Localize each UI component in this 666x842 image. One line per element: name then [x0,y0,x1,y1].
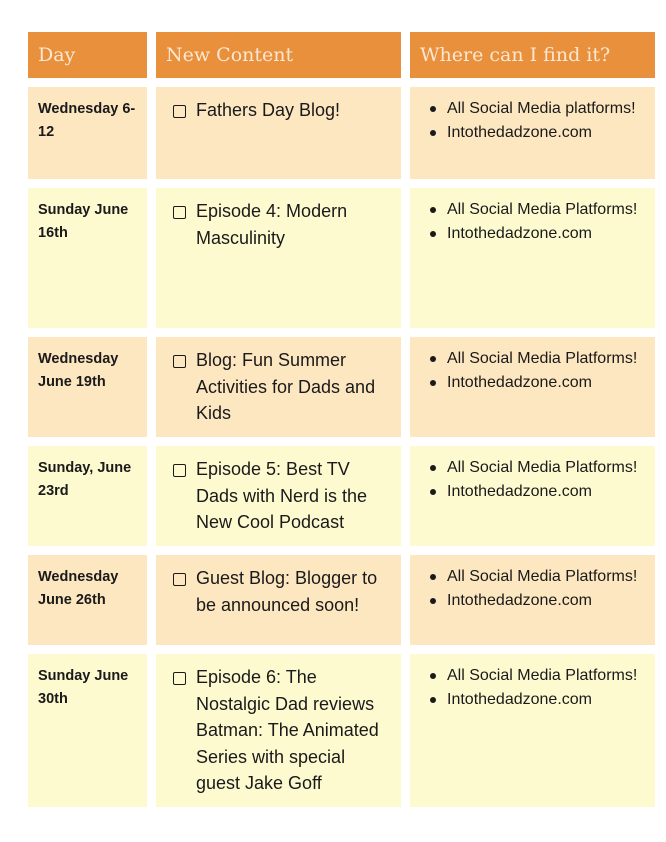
content-cell [156,337,401,437]
list-item: All Social Media Platforms! [428,456,647,480]
header-new-content: New Content [156,32,401,78]
day-cell: Sunday June 30th [28,654,147,807]
list-item: Intothedadzone.com [428,222,647,246]
day-cell: Sunday June 16th [28,188,147,328]
content-cell [156,654,401,807]
content-text: Episode 5: Best TV Dads with Nerd is the New Cool Podcast [196,459,368,532]
day-cell: Wednesday June 26th [28,555,147,645]
content-text: Fathers Day Blog! [196,100,341,120]
content-text: Guest Blog: Blogger to be announced soon! [196,568,378,615]
where-cell [410,188,655,328]
checkbox-icon[interactable] [173,464,186,477]
day-cell: Wednesday 6-12 [28,87,147,179]
checkbox-icon[interactable] [173,105,186,118]
checkbox-icon[interactable] [173,206,186,219]
list-item: Intothedadzone.com [428,371,647,395]
where-list [428,97,647,144]
checkbox-icon[interactable] [173,355,186,368]
where-cell [410,654,655,807]
where-cell [410,337,655,437]
list-item: Intothedadzone.com [428,688,647,712]
where-cell [410,446,655,546]
list-item: All Social Media Platforms! [428,198,647,222]
where-list [428,565,647,612]
where-list [428,347,647,394]
content-text: Blog: Fun Summer Activities for Dads and Kids [196,350,376,423]
checkbox-icon[interactable] [173,672,186,685]
list-item: Intothedadzone.com [428,121,647,145]
content-cell [156,555,401,645]
day-cell: Sunday, June 23rd [28,446,147,546]
list-item: All Social Media Platforms! [428,565,647,589]
list-item: All Social Media Platforms! [428,664,647,688]
schedule-table [28,32,655,807]
list-item: Intothedadzone.com [428,589,647,613]
content-cell [156,446,401,546]
checkbox-icon[interactable] [173,573,186,586]
header-where: Where can I find it? [410,32,655,78]
content-text: Episode 6: The Nostalgic Dad reviews Batman: The Animated Series with special guest Jake Goff [196,667,379,793]
day-cell: Wednesday June 19th [28,337,147,437]
where-cell [410,87,655,179]
list-item: Intothedadzone.com [428,480,647,504]
where-list [428,664,647,711]
content-cell [156,87,401,179]
content-text: Episode 4: Modern Masculinity [196,201,348,248]
where-list [428,198,647,245]
list-item: All Social Media Platforms! [428,347,647,371]
header-day: Day [28,32,147,78]
where-list [428,456,647,503]
where-cell [410,555,655,645]
list-item: All Social Media platforms! [428,97,647,121]
content-cell [156,188,401,328]
